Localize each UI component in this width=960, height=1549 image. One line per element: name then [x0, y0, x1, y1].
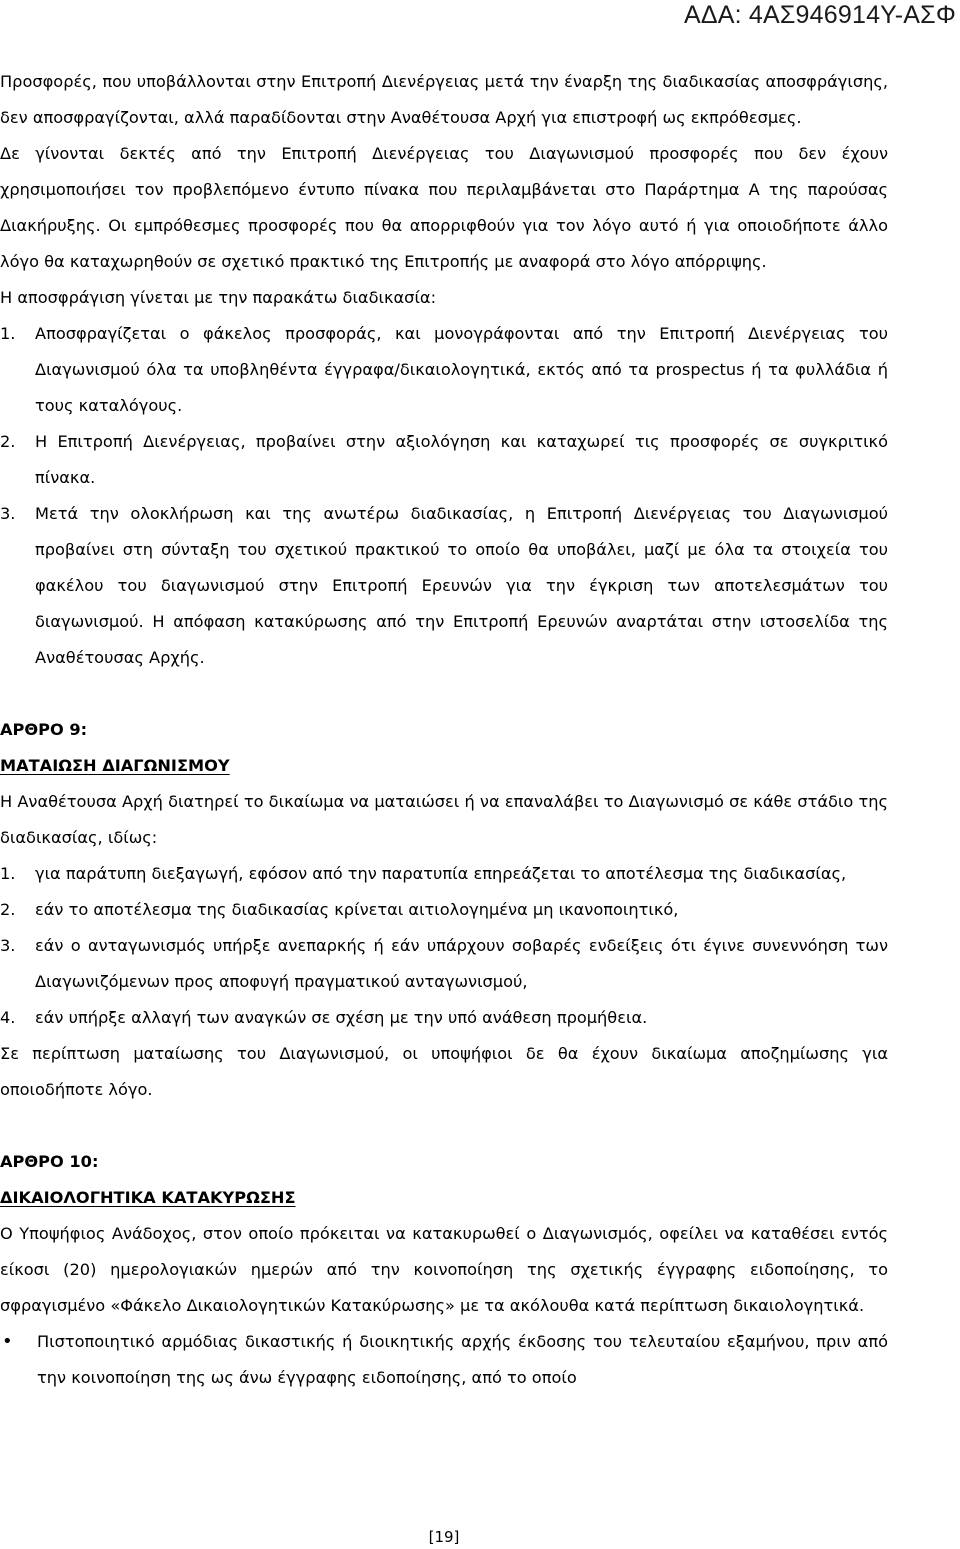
intro-paragraph-procedure: Η αποσφράγιση γίνεται με την παρακάτω διαδικασία:: [0, 288, 437, 307]
cancellation-reason-text: εάν το αποτέλεσμα της διαδικασίας κρίνεται αιτιολογημένα μη ικανοποιητικό,: [35, 900, 679, 919]
procedure-step: [0, 496, 888, 676]
document-requirement-text: Πιστοποιητικό αρμόδιας δικαστικής ή διοικητικής αρχής έκδοσης του τελευταίου εξαμήνου, πριν από την κοινοποίηση της ως άνω έγγραφης ειδοποίησης, από το οποίο: [37, 1332, 888, 1387]
page-number: [19]: [428, 1528, 460, 1546]
article-9-closing: Σε περίπτωση ματαίωσης του Διαγωνισμού, οι υποψήφιοι δε θα έχουν δικαίωμα αποζημίωσης για οποιοδήποτε λόγο.: [0, 1044, 888, 1099]
cancellation-reason: [0, 892, 888, 928]
bullet-icon: •: [2, 1331, 13, 1352]
article-10-title: ΑΡΘΡΟ 10:: [0, 1152, 99, 1171]
procedure-step: [0, 424, 888, 496]
cancellation-reason-number: 1.: [0, 864, 16, 883]
procedure-step-number: 2.: [0, 432, 16, 451]
procedure-step-text: Αποσφραγίζεται ο φάκελος προσφοράς, και μονογράφονται από την Επιτροπή Διενέργειας του Διαγωνισμού όλα τα υποβληθέντα έγγραφα/δικαιολογητικά, εκτός από τα prospectus ή τα φυλλάδια ή τους καταλόγους.: [35, 324, 888, 415]
cancellation-reason: [0, 856, 888, 892]
article-9-subtitle: ΜΑΤΑΙΩΣΗ ΔΙΑΓΩΝΙΣΜΟΥ: [0, 756, 230, 775]
cancellation-reason-number: 3.: [0, 936, 16, 955]
document-page: [0, 64, 888, 1396]
cancellation-reason: [0, 928, 888, 1000]
procedure-step-number: 3.: [0, 504, 16, 523]
cancellation-reason-text: εάν υπήρξε αλλαγή των αναγκών σε σχέση με την υπό ανάθεση προμήθεια.: [35, 1008, 648, 1027]
procedure-step-number: 1.: [0, 324, 16, 343]
article-10-subtitle: ΔΙΚΑΙΟΛΟΓΗΤΙΚΑ ΚΑΤΑΚΥΡΩΣΗΣ: [0, 1188, 296, 1207]
document-code-header: ΑΔΑ: 4ΑΣ946914Υ-ΑΣΦ: [683, 1, 956, 29]
cancellation-reason-number: 4.: [0, 1008, 16, 1027]
intro-paragraph-rejected-offers: Δε γίνονται δεκτές από την Επιτροπή Διενέργειας του Διαγωνισμού προσφορές που δεν έχουν χρησιμοποιήσει τον προβλεπόμενο έντυπο πίνακα που περιλαμβάνεται στο Παράρτημα Α της παρούσας Διακήρυξης. Οι εμπρόθεσμες προσφορές που θα απορριφθούν για τον λόγο αυτό ή για οποιοδήποτε άλλο λόγο θα καταχωρηθούν σε σχετικό πρακτικό της Επιτροπής με αναφορά στο λόγο απόρριψης.: [0, 144, 888, 271]
cancellation-reason-text: εάν ο ανταγωνισμός υπήρξε ανεπαρκής ή εάν υπάρχουν σοβαρές ενδείξεις ότι έγινε συνεννόηση των Διαγωνιζόμενων προς αποφυγή πραγματικού ανταγωνισμού,: [35, 936, 888, 991]
procedure-step-text: Η Επιτροπή Διενέργειας, προβαίνει στην αξιολόγηση και καταχωρεί τις προσφορές σε συγκριτικό πίνακα.: [35, 432, 888, 487]
cancellation-reason-number: 2.: [0, 900, 16, 919]
intro-paragraph-late-offers: Προσφορές, που υποβάλλονται στην Επιτροπή Διενέργειας μετά την έναρξη της διαδικασίας αποσφράγισης, δεν αποσφραγίζονται, αλλά παραδίδονται στην Αναθέτουσα Αρχή για επιστροφή ως εκπρόθεσμες.: [0, 72, 888, 127]
document-requirement-bullet: [0, 1324, 888, 1396]
section-spacer: [0, 676, 888, 712]
procedure-step-text: Μετά την ολοκλήρωση και της ανωτέρω διαδικασίας, η Επιτροπή Διενέργειας του Διαγωνισμού προβαίνει στη σύνταξη του σχετικού πρακτικού το οποίο θα υποβάλει, μαζί με όλα τα στοιχεία του φακέλου του διαγωνισμού στην Επιτροπή Ερευνών για την έγκριση των αποτελεσμάτων του διαγωνισμού. Η απόφαση κατακύρωσης από την Επιτροπή Ερευνών αναρτάται στην ιστοσελίδα της Αναθέτουσας Αρχής.: [35, 504, 888, 667]
procedure-step: [0, 316, 888, 424]
cancellation-reason-text: για παράτυπη διεξαγωγή, εφόσον από την παρατυπία επηρεάζεται το αποτέλεσμα της διαδικασίας,: [35, 864, 847, 883]
article-10-lead: Ο Υποψήφιος Ανάδοχος, στον οποίο πρόκειται να κατακυρωθεί ο Διαγωνισμός, οφείλει να καταθέσει εντός είκοσι (20) ημερολογιακών ημερών από την κοινοποίηση της σχετικής έγγραφης ειδοποίησης, το σφραγισμένο «Φάκελο Δικαιολογητικών Κατακύρωσης» με τα ακόλουθα κατά περίπτωση δικαιολογητικά.: [0, 1224, 888, 1315]
article-9-lead: Η Αναθέτουσα Αρχή διατηρεί το δικαίωμα να ματαιώσει ή να επαναλάβει το Διαγωνισμό σε κάθε στάδιο της διαδικασίας, ιδίως:: [0, 792, 888, 847]
cancellation-reason: [0, 1000, 888, 1036]
article-9-title: ΑΡΘΡΟ 9:: [0, 720, 88, 739]
section-spacer: [0, 1108, 888, 1144]
